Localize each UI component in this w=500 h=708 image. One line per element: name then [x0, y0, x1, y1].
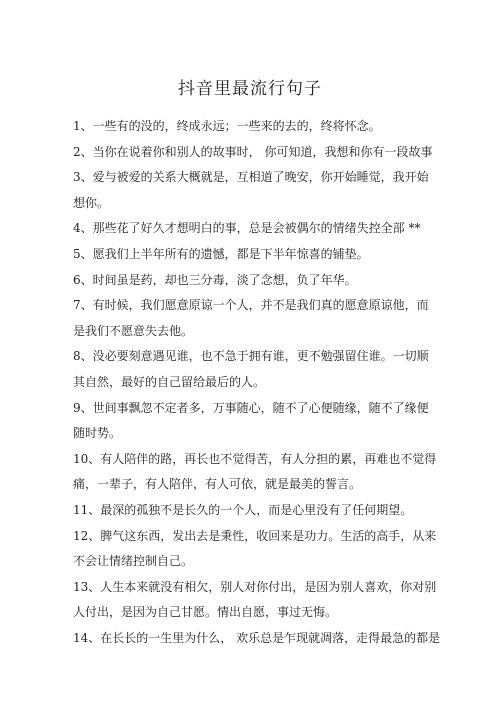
- list-item: [73, 626, 441, 652]
- list-item-line: 9、世间事飘忽不定者多，万事随心，随不了心便随缘，随不了缘便: [73, 400, 429, 415]
- list-item-line: 1、一些有的没的，终成永远；一些来的去的，终将怀念。: [73, 119, 381, 133]
- quote-list: [73, 114, 441, 651]
- list-item-line: 8、没必要刻意遇见谁，也不急于拥有谁，更不勉强留住谁。一切顺: [73, 349, 429, 364]
- list-item-line: 14、在长长的一生里为什么， 欢乐总是乍现就凋落，走得最急的都是: [73, 630, 441, 645]
- list-item: [73, 268, 431, 294]
- list-item-line: 10、有人陪伴的路，再长也不觉得苦，有人分担的累，再难也不觉得: [73, 451, 437, 466]
- list-item: [73, 165, 431, 216]
- list-item-line: 想你。: [73, 195, 110, 210]
- page-title: 抖音里最流行句子: [178, 79, 322, 99]
- list-item-line: 5、愿我们上半年所有的遗憾，都是下半年惊喜的铺垫。: [73, 246, 369, 261]
- list-item: [73, 216, 431, 242]
- list-item: [73, 140, 431, 166]
- list-item-line: 不会让情绪控制自己。: [73, 554, 194, 569]
- list-item-line: 人付出，是因为自己甘愿。情出自愿，事过无悔。: [73, 605, 338, 620]
- list-item: [73, 114, 431, 140]
- list-item-line: 6、时间虽是药，却也三分毒，淡了念想，负了年华。: [73, 272, 357, 287]
- list-item: [73, 575, 437, 626]
- list-item-line: 11、最深的孤独不是长久的一个人，而是心里没有了任何期望。: [73, 502, 413, 517]
- list-item-line: 其自然，最好的自己留给最后的人。: [73, 374, 266, 389]
- list-item: [73, 524, 437, 575]
- list-item-line: 12、脾气这东西，发出去是秉性，收回来是功力。生活的高手，从来: [73, 528, 437, 543]
- list-item: [73, 498, 431, 524]
- list-item: [73, 344, 431, 395]
- list-item-line: 7、有时候，我们愿意原谅一个人，并不是我们真的愿意原谅他，而: [73, 298, 429, 313]
- list-item-line: 是我们不愿意失去他。: [73, 323, 194, 338]
- list-item-line: 2、当你在说着你和别人的故事时， 你可知道，我想和你有一段故事: [73, 144, 433, 159]
- list-item-line: 3、爱与被爱的关系大概就是，互相道了晚安，你开始睡觉，我开始: [73, 170, 429, 185]
- list-item-line: 痛，一辈子，有人陪伴，有人可依，就是最美的誓言。: [73, 477, 362, 492]
- list-item: [73, 242, 431, 268]
- list-item: [73, 396, 431, 447]
- list-item: [73, 447, 437, 498]
- list-item-line: 4、那些花了好久才想明白的事，总是会被偶尔的情绪失控全部 **: [73, 221, 421, 236]
- list-item-line: 随时势。: [73, 426, 122, 441]
- list-item: [73, 293, 431, 344]
- list-item-line: 13、人生本来就没有相欠，别人对你付出，是因为别人喜欢，你对别: [73, 579, 437, 594]
